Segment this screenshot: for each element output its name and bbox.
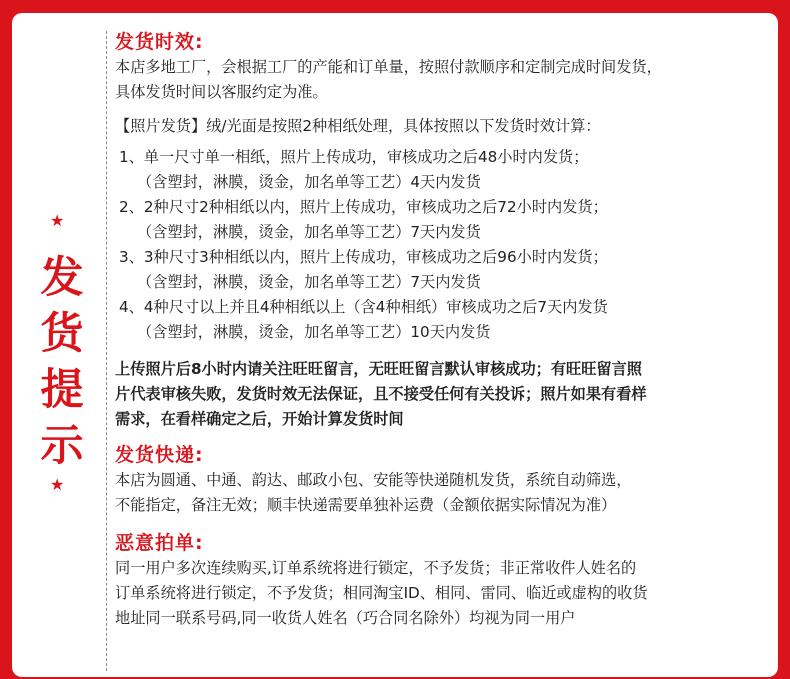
malicious-line: 订单系统将进行锁定，不予发货；相同淘宝ID、相同、雷同、临近或虚构的收货: [115, 584, 648, 602]
photo-shipping-note: 【照片发货】绒/光面是按照2种相纸处理，具体按照以下发货时效计算：: [115, 117, 601, 135]
warning-line: 上传照片后8小时内请关注旺旺留言，无旺旺留言默认审核成功；有旺旺留言照: [115, 360, 642, 378]
side-title: [37, 250, 87, 474]
side-banner: [12, 13, 107, 677]
malicious-line: 同一用户多次连续购买,订单系统将进行锁定，不予发货；非正常收件人姓名的: [115, 559, 637, 577]
shipping-rules-list: [115, 145, 770, 345]
rule-detail: （含塑封，淋膜，烫金，加名单等工艺）4天内发货: [137, 173, 481, 191]
star-icon: ★: [50, 475, 65, 494]
side-title-char: 示: [40, 421, 84, 471]
shipping-time-heading: 发货时效:: [115, 31, 204, 53]
warning-line: 需求，在看样确定之后，开始计算发货时间: [115, 410, 404, 428]
malicious-order-heading: 恶意拍单:: [115, 532, 204, 554]
warning-line: 片代表审核失败，发货时效无法保证，且不接受任何有关投诉；照片如果有看样: [115, 385, 647, 403]
side-title-char: 货: [40, 309, 84, 359]
notice-content: [115, 29, 770, 631]
intro-line: 具体发货时间以客服约定为准。: [115, 83, 328, 101]
express-heading: 发货快递:: [115, 444, 204, 466]
star-icon: ★: [50, 211, 65, 230]
dashed-divider: [106, 31, 107, 671]
review-warning: [115, 357, 770, 432]
rule-line: 4、4种尺寸以上并且4种相纸以上（含4种相纸）审核成功之后7天内发货: [119, 298, 608, 316]
malicious-line: 地址同一联系号码,同一收货人姓名（巧合同名除外）均视为同一用户: [115, 609, 576, 627]
side-title-char: 发: [40, 253, 84, 303]
rule-line: 3、3种尺寸3种相纸以内，照片上传成功，审核成功之后96小时内发货；: [119, 248, 608, 266]
rule-detail: （含塑封，淋膜，烫金，加名单等工艺）10天内发货: [137, 323, 491, 341]
rule-line: 2、2种尺寸2种相纸以内，照片上传成功，审核成功之后72小时内发货；: [119, 198, 608, 216]
side-title-char: 提: [40, 365, 84, 415]
notice-card: [12, 13, 778, 677]
express-line: 不能指定，备注无效；顺丰快递需要单独补运费（金额依据实际情况为准）: [115, 496, 617, 514]
rule-line: 1、单一尺寸单一相纸，照片上传成功，审核成功之后48小时内发货；: [119, 148, 589, 166]
rule-detail: （含塑封，淋膜，烫金，加名单等工艺）7天内发货: [137, 273, 481, 291]
rule-detail: （含塑封，淋膜，烫金，加名单等工艺）7天内发货: [137, 223, 481, 241]
intro-line: 本店多地工厂，会根据工厂的产能和订单量，按照付款顺序和定制完成时间发货，: [115, 58, 662, 76]
express-line: 本店为圆通、中通、韵达、邮政小包、安能等快递随机发货，系统自动筛选，: [115, 471, 632, 489]
